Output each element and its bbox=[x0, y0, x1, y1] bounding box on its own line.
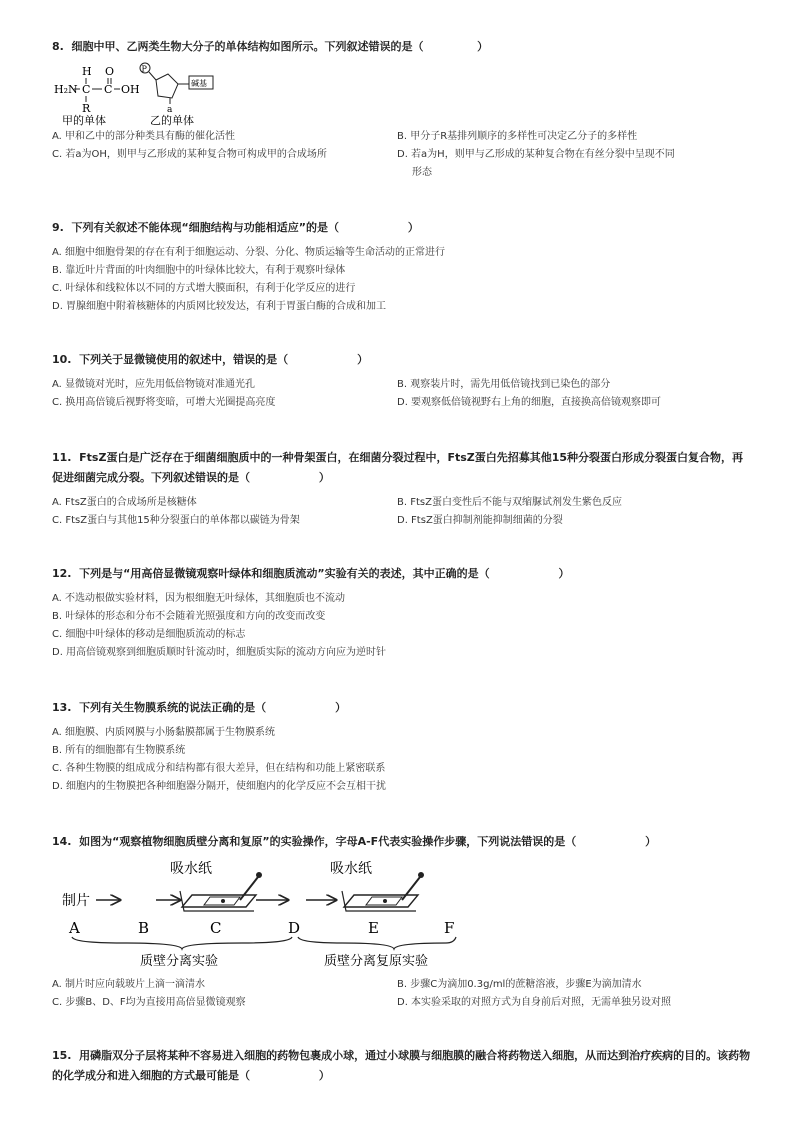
q11-option-d[interactable]: D. FtsZ蛋白抑制剂能抑制细菌的分裂 bbox=[397, 515, 563, 526]
q10-option-b[interactable]: B. 观察装片时，需先用低倍镜找到已染色的部分 bbox=[397, 379, 611, 390]
q14-option-d[interactable]: D. 本实验采取的对照方式为自身前后对照，无需单独另设对照 bbox=[397, 997, 672, 1008]
question-8-stem: 8. 细胞中甲、乙两类生物大分子的单体结构如图所示。下列叙述错误的是（ ） bbox=[52, 40, 489, 53]
q8-options-row-1 bbox=[52, 128, 752, 146]
q8-option-d-continued: 形态 bbox=[412, 167, 432, 178]
question-14-stem: 14. 如图为“观察植物细胞质壁分离和复原”的实验操作，字母A-F代表实验操作步骤，下列说法错误的是（ ） bbox=[52, 835, 657, 848]
slide-icon-1 bbox=[180, 872, 262, 911]
q9-option-c[interactable]: C. 叶绿体和线粒体以不同的方式增大膜面积，有利于化学反应的进行 bbox=[52, 283, 356, 294]
q13-option-c[interactable]: C. 各种生物膜的组成成分和结构都有很大差异，但在结构和功能上紧密联系 bbox=[52, 763, 386, 774]
fig14-step-e: E bbox=[368, 919, 379, 937]
q14-option-a[interactable]: A. 制片时应向载玻片上滴一滴清水 bbox=[52, 979, 206, 990]
fig8-c1: C bbox=[82, 83, 91, 96]
q12-option-d[interactable]: D. 用高倍镜观察到细胞质顺时针流动时，细胞质实际的流动方向应为逆时针 bbox=[52, 647, 387, 658]
q14-option-b[interactable]: B. 步骤C为滴加0.3g/ml的蔗糖溶液，步骤E为滴加清水 bbox=[397, 979, 642, 990]
fig8-c2: C bbox=[104, 83, 113, 96]
fig14-absorb-1: 吸水纸 bbox=[170, 861, 212, 877]
q12-option-c[interactable]: C. 细胞中叶绿体的移动是细胞质流动的标志 bbox=[52, 629, 246, 640]
question-9-stem: 9. 下列有关叙述不能体现“细胞结构与功能相适应”的是（ ） bbox=[52, 221, 419, 234]
fig14-step-c: C bbox=[210, 919, 222, 937]
q11-option-a[interactable]: A. FtsZ蛋白的合成场所是核糖体 bbox=[52, 497, 197, 508]
q10-options-row-1 bbox=[52, 376, 752, 394]
brace-separation bbox=[72, 937, 292, 949]
q9-option-b[interactable]: B. 靠近叶片背面的叶肉细胞中的叶绿体比较大，有利于观察叶绿体 bbox=[52, 265, 346, 276]
question-10-stem: 10. 下列关于显微镜使用的叙述中，错误的是（ ） bbox=[52, 353, 369, 366]
fig8-p: P bbox=[141, 64, 147, 74]
q8-option-a[interactable]: A. 甲和乙中的部分种类具有酶的催化活性 bbox=[52, 131, 236, 142]
q11-options-row-2 bbox=[52, 512, 752, 530]
fig8-a: a bbox=[167, 105, 173, 115]
q8-options-row-2 bbox=[52, 146, 752, 164]
q8-options-row-3 bbox=[52, 164, 752, 182]
fig8-label-jia: 甲的单体 bbox=[62, 114, 106, 126]
slide-icon-2 bbox=[342, 872, 424, 911]
fig8-label-yi: 乙的单体 bbox=[150, 114, 194, 126]
q14-option-c[interactable]: C. 步骤B、D、F均为直接用高倍显微镜观察 bbox=[52, 997, 246, 1008]
q8-monomer-figure bbox=[52, 60, 262, 126]
fig14-zhipian: 制片 bbox=[62, 893, 90, 909]
q13-option-d[interactable]: D. 细胞内的生物膜把各种细胞器分隔开，使细胞内的化学反应不会互相干扰 bbox=[52, 781, 387, 792]
fig8-h2n: H₂N bbox=[54, 83, 78, 96]
q11-option-c[interactable]: C. FtsZ蛋白与其他15种分裂蛋白的单体都以碳链为骨架 bbox=[52, 515, 300, 526]
q9-option-a[interactable]: A. 细胞中细胞骨架的存在有利于细胞运动、分裂、分化、物质运输等生命活动的正常进行 bbox=[52, 247, 446, 258]
q11-options-row-1 bbox=[52, 494, 752, 512]
q12-option-a[interactable]: A. 不选动根做实验材料，因为根细胞无叶绿体，其细胞质也不流动 bbox=[52, 593, 346, 604]
q10-options-row-2 bbox=[52, 394, 752, 412]
q9-option-d[interactable]: D. 胃腺细胞中附着核糖体的内质网比较发达，有利于胃蛋白酶的合成和加工 bbox=[52, 301, 387, 312]
q13-option-a[interactable]: A. 细胞膜、内质网膜与小肠黏膜都属于生物膜系统 bbox=[52, 727, 276, 738]
question-15-stem: 15. 用磷脂双分子层将某种不容易进入细胞的药物包裹成小球，通过小球膜与细胞膜的融合将药物送入细胞，从而达到治疗疾病的目的。该药物的化学成分和进入细胞的方式最可能是（ ） bbox=[52, 1049, 751, 1082]
fig14-absorb-2: 吸水纸 bbox=[330, 861, 372, 877]
question-12-stem: 12. 下列是与“用高倍显微镜观察叶绿体和细胞质流动”实验有关的表述，其中正确的是（ ） bbox=[52, 567, 570, 580]
fig14-step-d: D bbox=[288, 919, 301, 937]
fig14-step-f: F bbox=[444, 919, 455, 937]
fig8-h-top: H bbox=[82, 65, 92, 78]
fig14-label-separation: 质壁分离实验 bbox=[140, 954, 219, 967]
question-13-stem: 13. 下列有关生物膜系统的说法正确的是（ ） bbox=[52, 701, 347, 714]
q8-option-b[interactable]: B. 甲分子R基排列顺序的多样性可决定乙分子的多样性 bbox=[397, 131, 638, 142]
fig8-o-top: O bbox=[105, 65, 115, 78]
q12-option-b[interactable]: B. 叶绿体的形态和分布不会随着光照强度和方向的改变而改变 bbox=[52, 611, 326, 622]
q13-option-b[interactable]: B. 所有的细胞都有生物膜系统 bbox=[52, 745, 186, 756]
q10-option-a[interactable]: A. 显微镜对光时，应先用低倍物镜对准通光孔 bbox=[52, 379, 256, 390]
fig8-oh: OH bbox=[121, 83, 140, 96]
fig14-step-a: A bbox=[69, 919, 80, 937]
q10-option-c[interactable]: C. 换用高倍镜后视野将变暗，可增大光圈提高亮度 bbox=[52, 397, 276, 408]
fig8-r: R bbox=[82, 102, 91, 115]
q8-option-c[interactable]: C. 若a为OH，则甲与乙形成的某种复合物可构成甲的合成场所 bbox=[52, 149, 327, 160]
q14-options-row-2 bbox=[52, 994, 752, 1012]
pentose-ring bbox=[156, 74, 178, 98]
fig14-label-recovery: 质壁分离复原实验 bbox=[324, 954, 429, 967]
q10-option-d[interactable]: D. 要观察低倍镜视野右上角的细胞，直接换高倍镜观察即可 bbox=[397, 397, 662, 408]
brace-recovery bbox=[298, 937, 456, 949]
q14-options-row-1 bbox=[52, 976, 752, 994]
q14-experiment-figure bbox=[52, 855, 472, 967]
fig14-step-b: B bbox=[138, 919, 150, 937]
question-11-stem: 11. FtsZ蛋白是广泛存在于细菌细胞质中的一种骨架蛋白，在细菌分裂过程中，FtsZ蛋白先招募其他15种分裂蛋白形成分裂蛋白复合物，再促进细菌完成分裂。下列叙述错误的是（ ） bbox=[52, 451, 744, 484]
q8-option-d[interactable]: D. 若a为H，则甲与乙形成的某种复合物在有丝分裂中呈现不同 bbox=[397, 149, 675, 160]
fig8-base: 碱基 bbox=[191, 79, 207, 88]
q11-option-b[interactable]: B. FtsZ蛋白变性后不能与双缩脲试剂发生紫色反应 bbox=[397, 497, 622, 508]
